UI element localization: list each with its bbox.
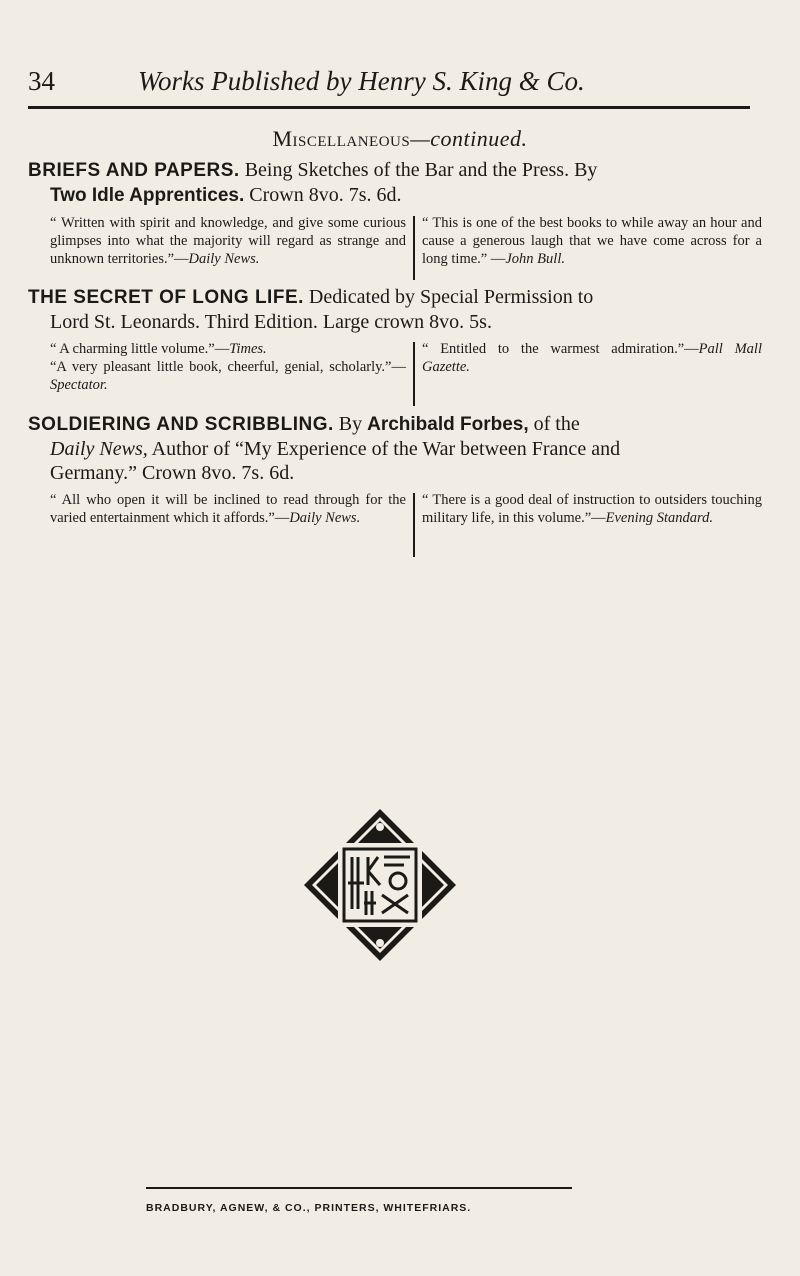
section-continued: —continued. (410, 126, 528, 151)
review-text: “A very pleasant little book, cheerful, genial, scholarly.”— (50, 359, 406, 375)
review-quote (50, 491, 406, 527)
book-title: THE SECRET OF LONG LIFE. (28, 287, 304, 308)
column-divider (413, 342, 415, 406)
review-source: Evening Standard. (605, 510, 714, 526)
column-divider (413, 493, 415, 557)
review-quote (50, 340, 406, 394)
entry-description: By (333, 413, 368, 435)
review-columns (50, 340, 764, 418)
entry-description: Being Sketches of the Bar and the Press. By (239, 159, 598, 181)
footer-rule (146, 1187, 572, 1189)
entry-line: Germany.” Crown 8vo. 7s. 6d. (50, 462, 295, 484)
book-author: Archibald Forbes, (367, 414, 529, 435)
review-source: John Bull. (505, 251, 565, 267)
book-title: BRIEFS AND PAPERS. (28, 160, 240, 181)
review-quote (422, 340, 762, 376)
entry-line (28, 285, 773, 310)
printer-imprint: BRADBURY, AGNEW, & CO., PRINTERS, WHITEFRIARS. (146, 1202, 472, 1214)
running-title: Works Published by Henry S. King & Co. (138, 66, 585, 96)
book-entry (28, 285, 773, 418)
book-entry (28, 412, 773, 569)
review-source: Times. (229, 341, 267, 357)
review-source: Daily News. (188, 251, 260, 267)
entry-description: Dedicated by Special Permission to (303, 286, 594, 308)
review-text: “ All who open it will be inclined to read through for the varied entertainment which it affords.”— (50, 492, 406, 526)
entry-description: of the (528, 413, 580, 435)
review-text: “ A charming little volume.”— (50, 341, 230, 357)
entry-line (28, 183, 773, 208)
review-quote (422, 491, 762, 527)
book-title: SOLDIERING AND SCRIBBLING. (28, 414, 334, 435)
entry-line: Lord St. Leonards. Third Edition. Large crown 8vo. 5s. (50, 311, 492, 333)
review-text: “ Entitled to the warmest admiration.”— (422, 341, 699, 357)
entry-line (28, 158, 773, 183)
review-source: Pall Mall Gazette. (422, 341, 762, 375)
review-columns (50, 214, 764, 292)
review-text: “ There is a good deal of instruction to outsiders touching military life, in this volume.”— (422, 492, 762, 526)
section-label: Miscellaneous (272, 126, 411, 151)
entry-line (28, 412, 773, 437)
entry-format: Crown 8vo. 7s. 6d. (244, 184, 402, 206)
book-entry (28, 158, 773, 292)
review-quote (50, 214, 406, 268)
entry-line (28, 437, 773, 461)
review-columns (50, 491, 764, 569)
book-author: Two Idle Apprentices. (50, 185, 245, 206)
publisher-emblem-icon (300, 805, 460, 965)
page-number: 34 (28, 66, 55, 96)
page-header (28, 66, 768, 106)
review-text: “ Written with spirit and knowledge, and give some curious glimpses into what the majority will regard as strange and unknown territories.”— (50, 215, 406, 267)
review-text: “ This is one of the best books to while away an hour and cause a generous laugh that we have come across for a long time.” — (422, 215, 762, 267)
header-rule (28, 106, 750, 109)
review-quote (422, 214, 762, 268)
entry-description: Author of “My Experience of the War between France and (147, 438, 621, 460)
publication-name: Daily News, (50, 438, 148, 460)
review-source: Daily News. (289, 510, 361, 526)
review-source: Spectator. (50, 377, 108, 393)
section-heading (0, 126, 800, 152)
column-divider (413, 216, 415, 280)
